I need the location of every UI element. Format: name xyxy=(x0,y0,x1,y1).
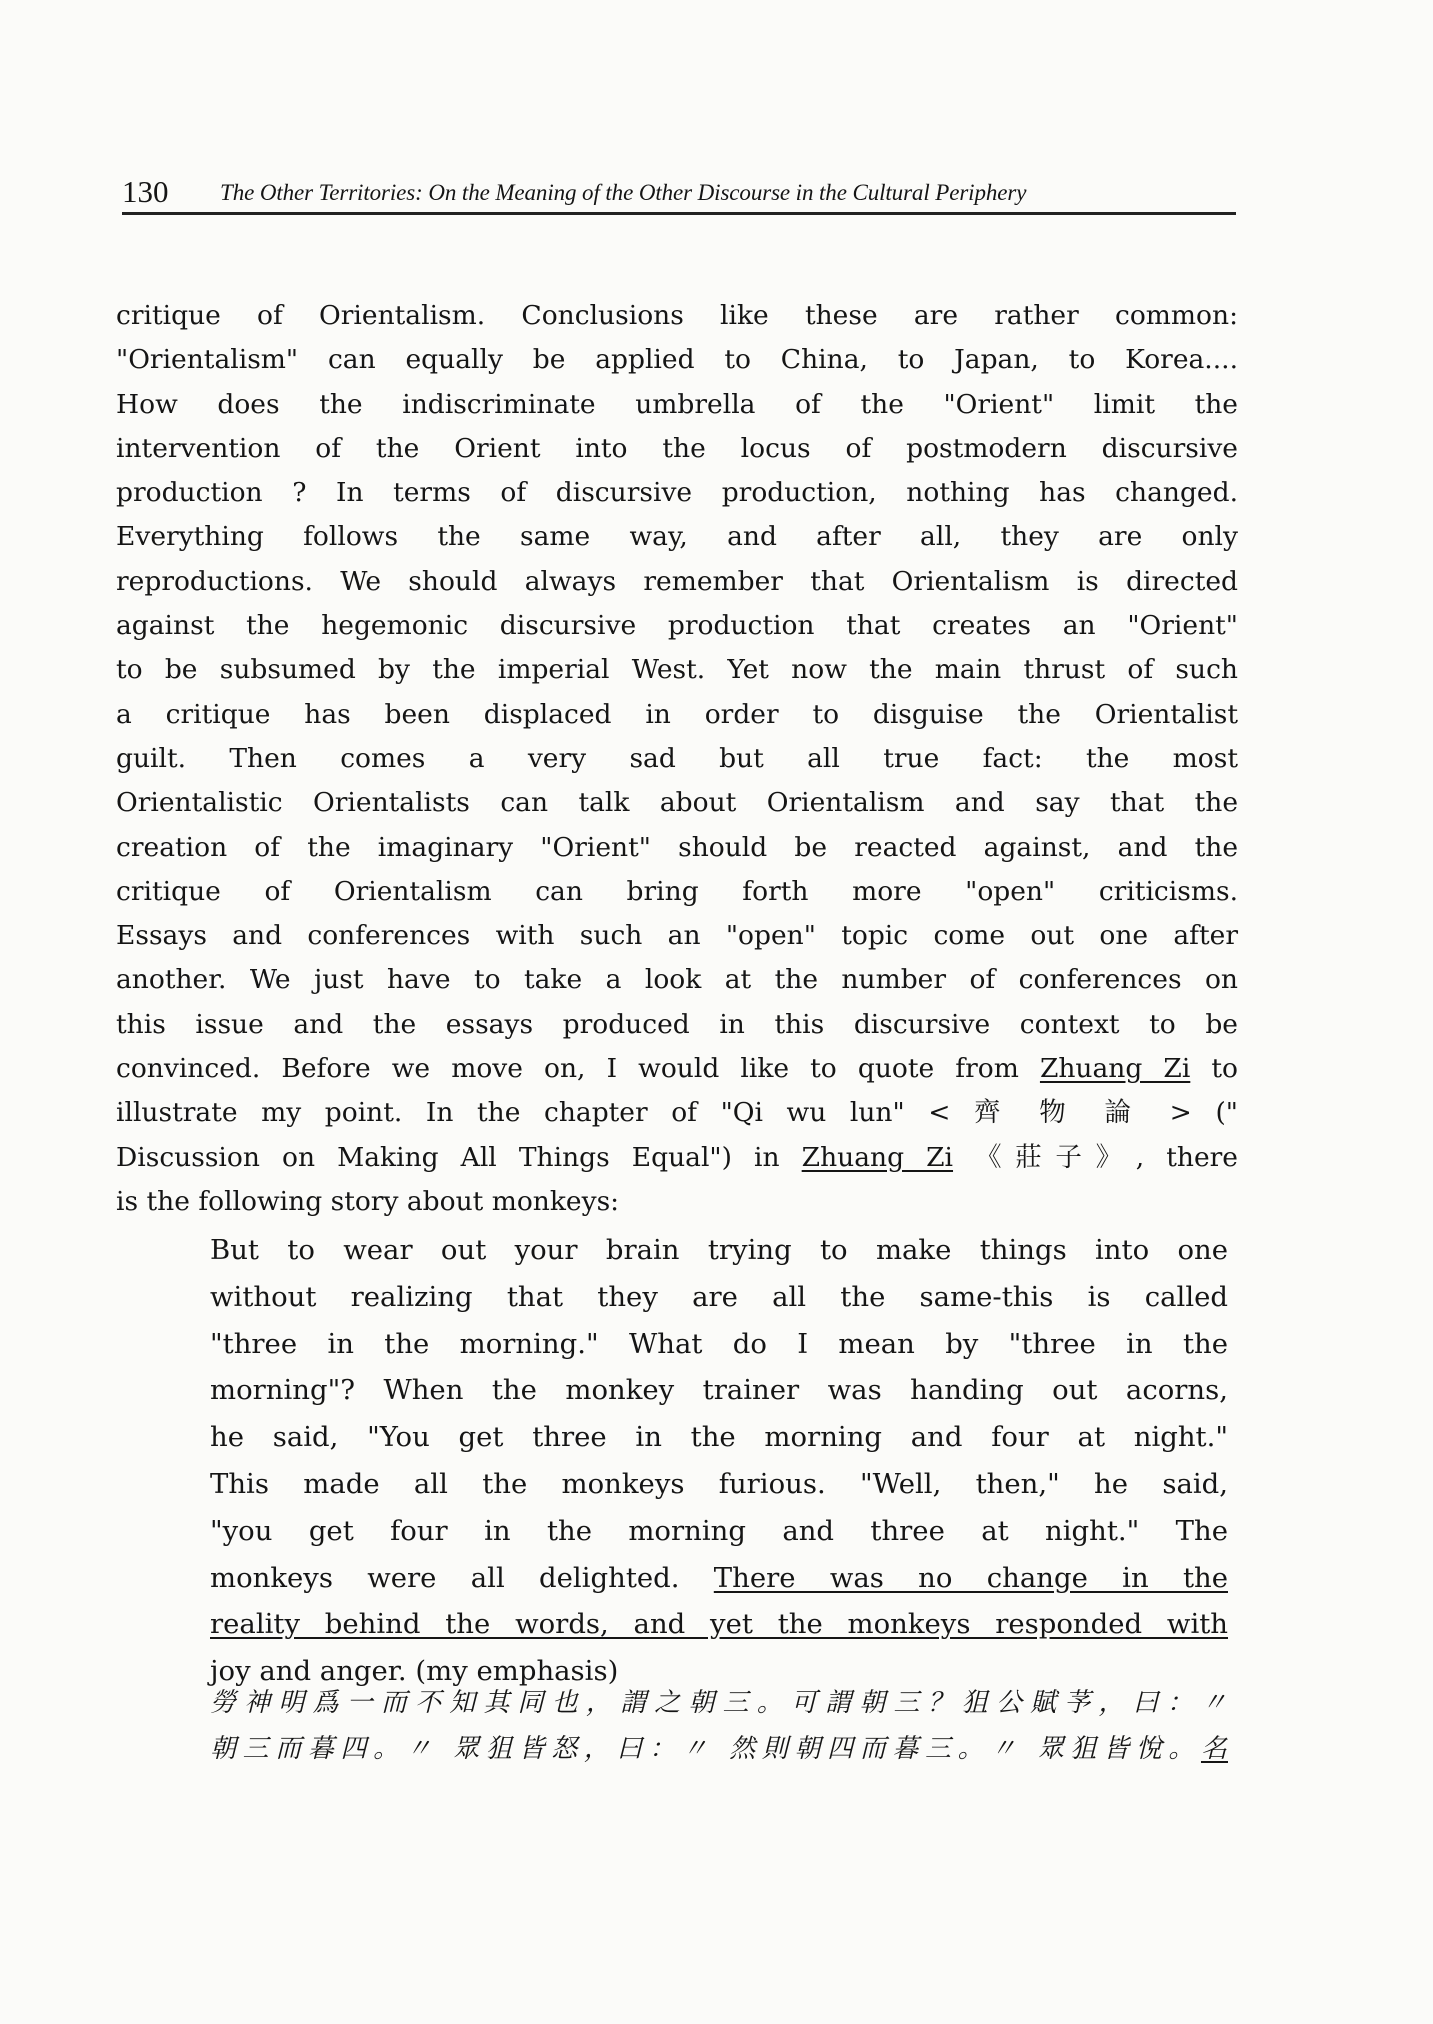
body-line: How does the indiscriminate umbrella of the "Orient" limit the xyxy=(116,388,1238,420)
book-title-zhuang-zi: Zhuang Zi xyxy=(801,1141,954,1173)
body-line: Everything follows the same way, and after all, they are only xyxy=(116,521,1238,553)
body-line: critique of Orientalism. Conclusions like these are rather common: xyxy=(116,300,1238,331)
quote-line: morning"? When the monkey trainer was handing out acorns, xyxy=(210,1374,1228,1407)
quote-line: "three in the morning." What do I mean by "three in the xyxy=(210,1327,1228,1360)
line-text: convinced. Before we move on, I would like to quote from xyxy=(116,1053,1040,1085)
page-number: 130 xyxy=(122,174,169,209)
emphasis-text: There was no change in the xyxy=(713,1561,1228,1594)
body-line xyxy=(116,1047,1238,1091)
body-line: a critique has been displaced in order to disguise the Orientalist xyxy=(116,698,1238,730)
body-line: critique of Orientalism can bring forth more "open" criticisms. xyxy=(116,875,1238,907)
body-line: against the hegemonic discursive production that creates an "Orient" xyxy=(116,610,1238,642)
chinese-original-line: 勞神明爲一而不知其同也，謂之朝三。可謂朝三？狙公賦芧，曰：〃 xyxy=(210,1688,1228,1718)
body-line: Orientalistic Orientalists can talk about Orientalism and say that the xyxy=(116,787,1238,819)
emphasis-text: 名 xyxy=(1200,1734,1228,1764)
body-line: this issue and the essays produced in this discursive context to be xyxy=(116,1008,1238,1040)
body-line: "Orientalism" can equally be applied to China, to Japan, to Korea.... xyxy=(116,344,1238,376)
body-paragraph xyxy=(116,294,1238,1224)
line-text: 朝三而暮四。〃 眾狙皆怒，曰：〃 然則朝四而暮三。〃 眾狙皆悅。 xyxy=(210,1734,1201,1764)
body-line: illustrate my point. In the chapter of "Qi wu lun" < 齊 物 論 > (" xyxy=(116,1097,1238,1129)
line-text: to xyxy=(1190,1053,1239,1085)
body-line: creation of the imaginary "Orient" should be reacted against, and the xyxy=(116,831,1238,863)
running-title: The Other Territories: On the Meaning of the Other Discourse in the Cultural Periphery xyxy=(220,180,1027,205)
book-title-zhuang-zi: Zhuang Zi xyxy=(1039,1053,1191,1085)
body-line: another. We just have to take a look at the number of conferences on xyxy=(116,964,1238,996)
body-line: is the following story about monkeys: xyxy=(116,1185,620,1217)
body-line: Essays and conferences with such an "open" topic come out one after xyxy=(116,920,1238,952)
quote-line xyxy=(210,1555,1228,1602)
quote-line: But to wear out your brain trying to make things into one xyxy=(210,1234,1228,1266)
emphasis-line: reality behind the words, and yet the monkeys responded with xyxy=(210,1608,1228,1641)
chinese-original-line xyxy=(210,1728,1228,1770)
body-line: intervention of the Orient into the locus of postmodern discursive xyxy=(116,432,1238,464)
running-header xyxy=(122,172,1236,215)
quote-line: he said, "You get three in the morning and four at night." xyxy=(210,1421,1228,1454)
quote-line: without realizing that they are all the same-this is called xyxy=(210,1280,1228,1313)
body-line: to be subsumed by the imperial West. Yet now the main thrust of such xyxy=(116,654,1238,686)
quote-line: joy and anger. (my emphasis) xyxy=(210,1655,619,1688)
quote-line: This made all the monkeys furious. "Well, then," he said, xyxy=(210,1467,1228,1500)
line-text: monkeys were all delighted. xyxy=(210,1561,714,1594)
block-quote xyxy=(210,1227,1228,1695)
quote-line: "you get four in the morning and three at night." The xyxy=(210,1514,1228,1547)
line-text: Discussion on Making All Things Equal") in xyxy=(116,1141,802,1173)
body-line: production ? In terms of discursive production, nothing has changed. xyxy=(116,477,1238,509)
body-line xyxy=(116,1136,1238,1180)
body-line: guilt. Then comes a very sad but all true fact: the most xyxy=(116,742,1238,774)
line-text: 《莊子》, there xyxy=(953,1141,1238,1173)
body-line: reproductions. We should always remember that Orientalism is directed xyxy=(116,565,1238,597)
